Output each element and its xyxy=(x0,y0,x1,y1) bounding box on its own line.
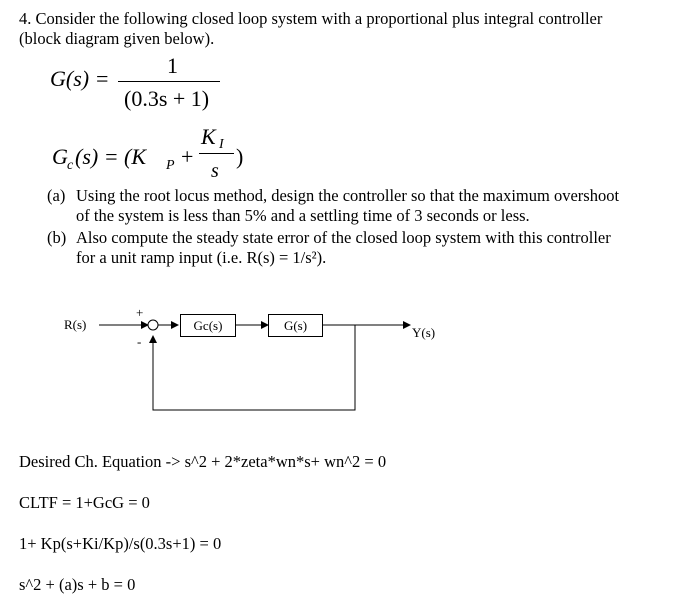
problem-line-2: (block diagram given below). xyxy=(19,29,215,48)
part-a-line-2: of the system is less than 5% and a settling time of 3 seconds or less. xyxy=(76,206,530,225)
work-line-2: CLTF = 1+GcG = 0 xyxy=(19,493,150,512)
eq2-g-subscript: c xyxy=(67,158,74,173)
eq2-close: ) xyxy=(236,144,244,169)
work-line-3: 1+ Kp(s+Ki/Kp)/s(0.3s+1) = 0 xyxy=(19,534,222,553)
controller-block-label: Gc(s) xyxy=(193,317,223,333)
minus-sign: - xyxy=(137,334,142,349)
eq1-lhs: G(s) = xyxy=(50,66,110,91)
input-label: R(s) xyxy=(64,317,87,332)
summing-junction xyxy=(148,320,158,330)
part-b-line-1: Also compute the steady state error of the closed loop system with this controller xyxy=(76,228,611,247)
part-b-line-2: for a unit ramp input (i.e. R(s) = 1/s²). xyxy=(76,248,327,267)
eq2-plus: + xyxy=(181,144,194,169)
work-line-4: s^2 + (a)s + b = 0 xyxy=(19,575,136,594)
plus-sign: + xyxy=(136,305,144,320)
eq2-g: G xyxy=(52,144,68,169)
eq2-ki-subscript: I xyxy=(219,137,224,152)
part-a-label: (a) xyxy=(47,186,66,205)
feedback-path xyxy=(153,325,355,410)
controller-block xyxy=(180,314,236,337)
plant-block xyxy=(268,314,323,337)
problem-line-1: 4. Consider the following closed loop system with a proportional plus integral controller xyxy=(19,9,603,28)
output-label: Y(s) xyxy=(412,325,436,340)
part-a-line-1: Using the root locus method, design the controller so that the maximum overshoot xyxy=(76,186,620,205)
eq2-rhs: (s) = (K xyxy=(75,144,147,169)
part-b-label: (b) xyxy=(47,228,67,247)
eq2-ki: K xyxy=(201,124,216,149)
eq2-den: s xyxy=(211,160,219,182)
eq1-numerator: 1 xyxy=(167,53,178,78)
eq2-kp-subscript: P xyxy=(166,158,175,173)
work-line-1: Desired Ch. Equation -> s^2 + 2*zeta*wn*s+ wn^2 = 0 xyxy=(19,452,387,471)
plant-block-label: G(s) xyxy=(283,317,308,333)
eq1-denominator: (0.3s + 1) xyxy=(124,86,210,111)
